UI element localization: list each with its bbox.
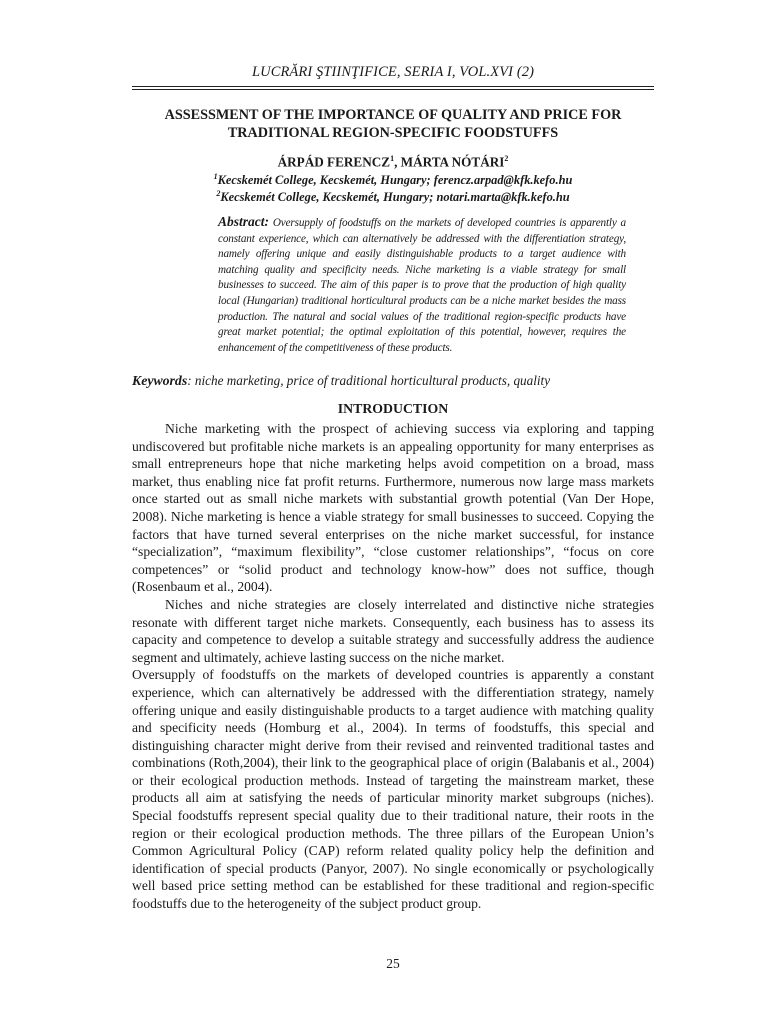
- author-list: [132, 154, 654, 170]
- affiliation-1-text: Kecskemét College, Kecskemét, Hungary; ferencz.arpad@kfk.kefo.hu: [217, 173, 573, 188]
- section-heading-introduction: INTRODUCTION: [337, 401, 449, 416]
- affiliation-2: [132, 189, 654, 205]
- paper-title: [132, 106, 654, 142]
- body-paragraph: Niches and niche strategies are closely interrelated and distinctive niche strategies resonate with different target niche markets. Consequently, each business has to assess its capacity and competence to develop a suitable strategy and successfully address the audience segment and ultimately, achieve lasting success on the niche market.: [132, 596, 654, 665]
- author-separator: ,: [394, 154, 401, 170]
- abstract-text: Oversupply of foodstuffs on the markets of developed countries is apparently a constant experience, which can alternatively be addressed with the differentiation strategy, namely offering unique and easily distinguishable products to a target audience with matching quality and specificity needs. Niche marketing is a viable strategy for small businesses to succeed. The aim of this paper is to prove that the production of high quality local (Hungarian) traditional horticultural products can be a niche market besides the mass production. The natural and social values of the traditional region-specific products have great market potential; the optimal exploitation of this potential, however, requires the enhancement of the competitiveness of these products.: [218, 217, 626, 354]
- header-rule-top: [132, 86, 654, 87]
- header-rule-bottom: [132, 89, 654, 90]
- running-header: LUCRĂRI ŞTIINŢIFICE, SERIA I, VOL.XVI (2): [251, 64, 535, 80]
- author-1-superscript: 1: [390, 154, 395, 163]
- affiliation-2-text: Kecskemét College, Kecskemét, Hungary; notari.marta@kfk.kefo.hu: [220, 190, 570, 205]
- author-2-superscript: 2: [504, 154, 509, 163]
- page-number: 25: [386, 956, 400, 971]
- body-paragraph: Niche marketing with the prospect of achieving success via exploring and tapping undiscovered but profitable niche markets is an appealing opportunity for many enterprises as small entrepreneurs hope that niche marketing helps avoid competition on a broad, mass market, thus enabling nice fat profit returns. Furthermore, numerous now large mass markets once started out as small niche markets with substantial growth potential (Van Der Hope, 2008). Niche marketing is hence a viable strategy for small businesses to succeed. Copying the factors that have turned several enterprises on the niche market successful, for instance “specialization”, “maximum flexibility”, “close customer relationships”, “focus on core competences” or “solid product and technology know-how” does not suffice, though (Rosenbaum et al., 2004).: [132, 421, 654, 595]
- affiliation-1: [132, 172, 654, 188]
- keywords: [132, 373, 654, 389]
- author-1: ÁRPÁD FERENCZ: [277, 154, 391, 170]
- introduction-body: [132, 420, 654, 913]
- abstract-label: Abstract:: [218, 214, 270, 229]
- paper-title-line-1: ASSESSMENT OF THE IMPORTANCE OF QUALITY AND PRICE FOR: [164, 107, 622, 123]
- body-paragraph: Oversupply of foodstuffs on the markets of developed countries is apparently a constant experience, which can alternatively be addressed with the differentiation strategy, namely offering unique and easily distinguishable products to a target audience with matching quality and specificity needs (Homburg et al., 2004). In terms of foodstuffs, this special and distinguishing character might derive from their revised and reinvented traditional tastes and combinations (Roth,2004), their link to the geographical place of origin (Balabanis et al., 2004) or their ecological production methods. Instead of targeting the mainstream market, these products all aim at satisfying the needs of particular minority market subgroups (niches). Special foodstuffs represent special quality due to their traditional nature, their roots in the region or their ecological production methods. The three pillars of the European Union’s Common Agricultural Policy (CAP) reform related quality policy help the definition and identification of special products (Panyor, 2007). No single economically or psychologically well based price setting method can be established for these traditional and region-specific foodstuffs due to the heterogeneity of the subject product group.: [132, 667, 654, 912]
- affiliation-1-superscript: 1: [213, 172, 218, 181]
- author-2: MÁRTA NÓTÁRI: [400, 154, 505, 170]
- keywords-text: : niche marketing, price of traditional horticultural products, quality: [187, 373, 551, 388]
- keywords-label: Keywords: [132, 373, 188, 388]
- paper-title-line-2: TRADITIONAL REGION-SPECIFIC FOODSTUFFS: [227, 125, 559, 141]
- abstract: [218, 214, 626, 356]
- affiliation-2-superscript: 2: [216, 189, 221, 198]
